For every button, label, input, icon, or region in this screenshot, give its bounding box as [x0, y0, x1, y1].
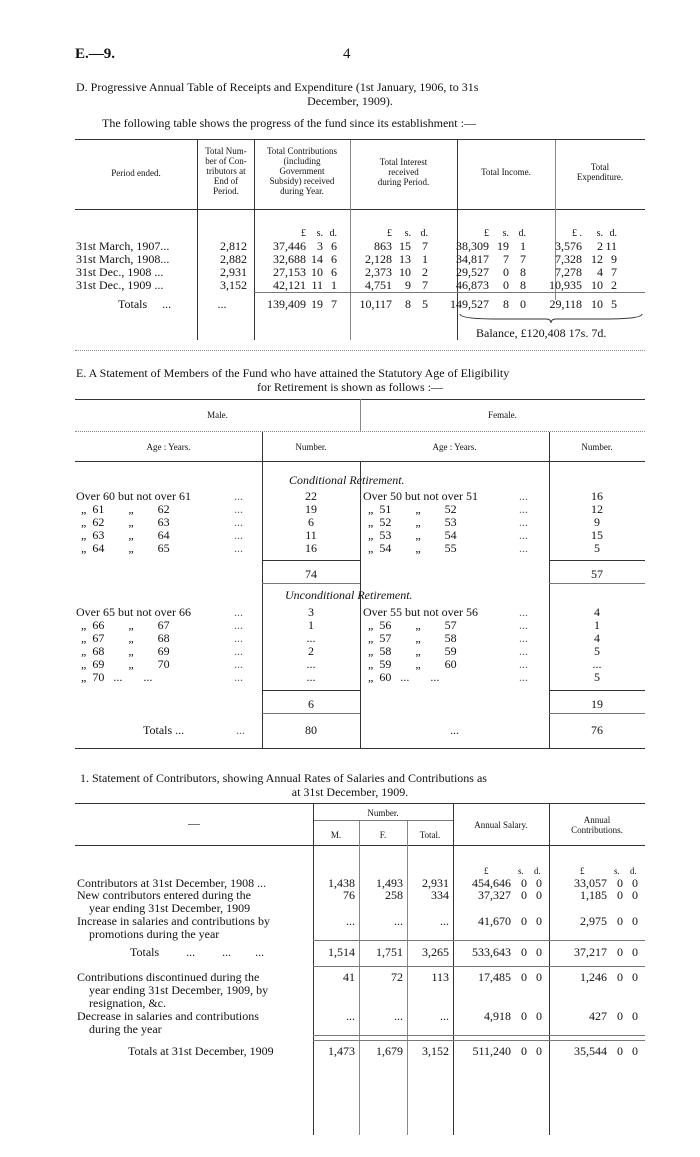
- row-contrib-pounds: 1,185: [580, 888, 607, 902]
- d-top-rule: [75, 139, 645, 140]
- male-header: Male.: [207, 410, 228, 420]
- row-contrib-shillings: 0: [617, 914, 623, 928]
- final-m: 1,473: [328, 1044, 355, 1058]
- row-contrib-shillings: 0: [617, 888, 623, 902]
- row-m: 1,438: [328, 876, 355, 890]
- table-row: Over 65 but not over 66 ... 3 Over 55 but not over 56 ... 4: [76, 605, 600, 619]
- row-contrib-pounds: 37,217: [574, 945, 607, 959]
- row-total: 3,265: [422, 945, 449, 959]
- row-f: ...: [394, 1009, 403, 1023]
- dash: —: [188, 816, 200, 830]
- hdr-income: Total Income.: [481, 167, 531, 177]
- row-salary-pounds: 41,670: [478, 914, 511, 928]
- section-1-title-2: at 31st December, 1909.: [291, 785, 409, 799]
- row-contrib-pounds: 2,975: [580, 914, 607, 928]
- male-number-header: Number.: [295, 442, 327, 452]
- final-salary-pounds: 511,240: [472, 1044, 511, 1058]
- row-total: ...: [440, 1009, 449, 1023]
- row-contrib-pence: 0: [632, 1009, 638, 1023]
- row-salary-pounds: 533,643: [472, 945, 511, 959]
- d-header-rule: [75, 209, 645, 210]
- conditional-female-total: 57: [591, 567, 603, 581]
- row-salary-pence: 0: [536, 914, 542, 928]
- table-row: „ 62 „ 63 ... 6 „ 52 „ 53 ... 9: [81, 515, 600, 529]
- table-row: „ 61 „ 62 ... 19 „ 51 „ 52 ... 12: [81, 502, 603, 516]
- hdr-expenditure: Total Expenditure.: [576, 162, 624, 182]
- e-grand-label: Totals ...: [143, 723, 185, 737]
- row-salary-shillings: 0: [521, 970, 527, 984]
- row-salary-shillings: 0: [521, 876, 527, 890]
- row-contrib-pounds: 33,057: [574, 876, 607, 890]
- table-e-conditional: [76, 490, 645, 555]
- final-contrib-pounds: 35,544: [574, 1044, 607, 1058]
- row-label: Totals ... ... ...: [130, 945, 265, 959]
- row-contrib-shillings: 0: [617, 970, 623, 984]
- row-contrib-pence: 0: [632, 888, 638, 902]
- row-contrib-pounds: 1,246: [580, 970, 607, 984]
- row-salary-pounds: 4,918: [484, 1009, 511, 1023]
- row-label: Contributions discontinued during the year ending 31st December, 1909, by resignation, &c.: [77, 970, 269, 1010]
- male-age-header: Age : Years.: [146, 442, 191, 452]
- row-salary-shillings: 0: [521, 945, 527, 959]
- brace: [458, 312, 644, 324]
- table-row: „ 68 „ 69 ... 2 „ 58 „ 59 ... 5: [81, 644, 600, 658]
- row-salary-pounds: 37,327: [478, 888, 511, 902]
- hdr-period: Period ended.: [111, 168, 161, 178]
- row-total: 334: [431, 888, 449, 902]
- row-salary-pence: 0: [536, 945, 542, 959]
- contrib-header: Annual Contributions.: [571, 815, 623, 835]
- final-f: 1,679: [376, 1044, 403, 1058]
- section-d-intro: The following table shows the progress of the fund since its establishment :—: [102, 116, 476, 130]
- total-header: Total.: [419, 830, 441, 840]
- row-contrib-shillings: 0: [617, 876, 623, 890]
- row-m: ...: [346, 1009, 355, 1023]
- row-total: ...: [440, 914, 449, 928]
- row-label: New contributors entered during the year ending 31st December, 1909: [77, 888, 251, 915]
- row-f: ...: [394, 914, 403, 928]
- row-contrib-shillings: 0: [617, 1009, 623, 1023]
- section-d-title: D. Progressive Annual Table of Receipts and Expenditure (1st January, 1906, to 31s: [76, 80, 479, 94]
- table-row: 31st March, 1907... 2,812 37,446 3 6 863 15 7 38,309 19 1 3,576 2 11: [76, 239, 617, 253]
- units-row: £ s. d. £ s. d. £ s. d. £ . s. d.: [301, 228, 617, 239]
- balance-text: Balance, £120,408 17s. 7d.: [476, 326, 607, 340]
- table-d-totals: [76, 298, 617, 311]
- row-contrib-shillings: 0: [617, 945, 623, 959]
- row-f: 72: [391, 970, 403, 984]
- table-row: „ 67 „ 68 ... ... „ 57 „ 58 ... 4: [81, 631, 600, 645]
- section-d-title-2: December, 1909).: [307, 94, 393, 108]
- row-contrib-pounds: 427: [589, 1009, 607, 1023]
- row-salary-pence: 0: [536, 888, 542, 902]
- unconditional-male-total: 6: [308, 697, 314, 711]
- final-total: 3,152: [422, 1044, 449, 1058]
- section-1-title: 1. Statement of Contributors, showing Annual Rates of Salaries and Contributions as: [80, 771, 487, 785]
- page-number: 4: [343, 46, 351, 62]
- row-m: ...: [346, 914, 355, 928]
- row-total: 113: [431, 970, 449, 984]
- row-salary-pence: 0: [536, 1009, 542, 1023]
- row-salary-shillings: 0: [521, 888, 527, 902]
- table-row: „ 69 „ 70 ... ... „ 59 „ 60 ... ...: [81, 657, 602, 671]
- row-m: 1,514: [328, 945, 355, 959]
- conditional-male-total: 74: [305, 567, 317, 581]
- row-m: 76: [343, 888, 355, 902]
- table-row: „ 66 „ 67 ... 1 „ 56 „ 57 ... 1: [81, 618, 600, 632]
- female-age-header: Age : Years.: [432, 442, 477, 452]
- table-row: „ 63 „ 64 ... 11 „ 53 „ 54 ... 15: [81, 528, 603, 542]
- table-row: Over 60 but not over 61 ... 22 Over 50 but not over 51 ... 16: [76, 489, 603, 503]
- number-header: Number.: [367, 808, 399, 818]
- unconditional-heading: Unconditional Retirement.: [285, 588, 413, 602]
- row-contrib-pence: 0: [632, 970, 638, 984]
- unconditional-female-total: 19: [591, 697, 603, 711]
- m-header: M.: [330, 830, 342, 840]
- conditional-heading: Conditional Retirement.: [289, 473, 405, 487]
- f-header: F.: [379, 830, 387, 840]
- hdr-contributions: Total Contributions (including Government Subsidy) received during Year.: [266, 146, 338, 196]
- row-salary-shillings: 0: [521, 1009, 527, 1023]
- hdr-interest: Total Interest received during Period.: [377, 157, 430, 187]
- section-e-title-2: for Retirement is shown as follows :—: [257, 380, 443, 394]
- table-row: „ 70 ... ... ... ... „ 60 ... ... ... 5: [81, 670, 600, 684]
- female-header: Female.: [488, 410, 517, 420]
- final-label: Totals at 31st December, 1909: [128, 1044, 274, 1058]
- table-row: 31st Dec., 1908 ... 2,931 27,153 10 6 2,373 10 2 29,527 0 8 7,278 4 7: [76, 265, 617, 279]
- row-salary-pence: 0: [536, 876, 542, 890]
- row-label: Contributors at 31st December, 1908 ...: [77, 876, 267, 890]
- row-salary-pounds: 17,485: [478, 970, 511, 984]
- table-row: 31st March, 1908... 2,882 32,688 14 6 2,128 13 1 34,817 7 7 7,328 12 9: [76, 252, 617, 266]
- e-grand-male: 80: [305, 723, 317, 737]
- table-row: „ 64 „ 65 ... 16 „ 54 „ 55 ... 5: [81, 541, 600, 555]
- row-f: 258: [385, 888, 403, 902]
- e-grand-female: 76: [591, 723, 603, 737]
- row-contrib-pence: 0: [632, 914, 638, 928]
- table-e-unconditional: [76, 606, 645, 684]
- row-salary-pence: 0: [536, 970, 542, 984]
- table-row: 31st Dec., 1909 ... 3,152 42,121 11 1 4,751 9 7 46,873 0 8 10,935 10 2: [76, 278, 617, 292]
- row-salary-shillings: 0: [521, 914, 527, 928]
- row-salary-pounds: 454,646: [472, 876, 511, 890]
- section-e-title: E. A Statement of Members of the Fund who have attained the Statutory Age of Eligibility: [76, 366, 510, 380]
- page-code: E.—9.: [75, 46, 116, 62]
- row-contrib-pence: 0: [632, 945, 638, 959]
- female-number-header: Number.: [581, 442, 613, 452]
- hdr-contributors: Total Num- ber of Con- tributors at End of Period.: [205, 146, 247, 196]
- row-contrib-pence: 0: [632, 876, 638, 890]
- salary-header: Annual Salary.: [474, 820, 528, 830]
- row-total: 2,931: [422, 876, 449, 890]
- totals-row: Totals ... ... 139,409 19 7 10,117 8 5 149,527 8 0 29,118 10 5: [118, 297, 617, 311]
- row-label: Decrease in salaries and contributions during the year: [77, 1009, 259, 1036]
- row-f: 1,493: [376, 876, 403, 890]
- row-m: 41: [343, 970, 355, 984]
- table-d: [76, 227, 617, 292]
- row-f: 1,751: [376, 945, 403, 959]
- row-label: Increase in salaries and contributions by promotions during the year: [77, 914, 270, 941]
